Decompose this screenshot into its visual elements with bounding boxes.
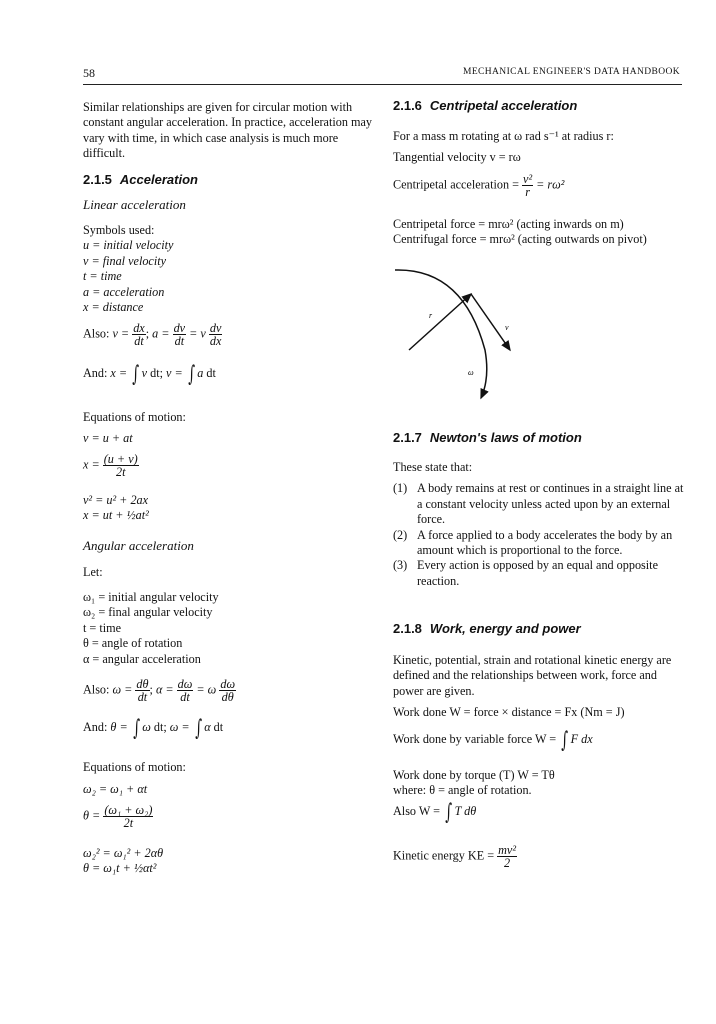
section-heading <box>393 430 582 445</box>
kinetic-energy-eq <box>393 844 517 869</box>
section-heading <box>393 621 581 636</box>
symbol-line: t = time <box>83 269 122 284</box>
equation-and-angular: And: θ = ∫ ω dt; ω = ∫ α dt <box>83 715 224 741</box>
list-item <box>393 558 685 589</box>
eq-rhs: T dθ <box>454 804 477 818</box>
section-number: 2.1.8 <box>393 621 422 636</box>
text-line: Work done by torque (T) W = Tθ <box>393 768 555 782</box>
intro-paragraph: Similar relationships are given for circular motion with constant angular acceleration. In practice, acceleration may vary with time, in which case analysis is much more difficult. <box>83 100 372 161</box>
label-omega: ω <box>468 368 474 377</box>
eq-lhs: x = <box>83 457 100 472</box>
text-line: Work done W = force × distance = Fx (Nm = J) <box>393 705 625 720</box>
list-number: (1) <box>393 481 408 496</box>
eq-lhs: Centripetal acceleration = <box>393 177 519 192</box>
equation: ω₂² = ω₁² + 2αθ <box>83 846 164 860</box>
label: Also: <box>83 326 110 341</box>
centripetal-acceleration-eq <box>393 173 564 198</box>
equation-fraction <box>83 804 153 829</box>
radius-arrow <box>409 294 471 350</box>
label-v: v <box>505 323 509 332</box>
text-line: Equations of motion: <box>83 760 186 774</box>
list-item <box>393 481 685 527</box>
text-line: Equations of motion: <box>83 410 186 424</box>
symbol-line: θ = angle of rotation <box>83 636 183 651</box>
eq-rhs: = rω² <box>536 177 565 192</box>
eq-lhs: Kinetic energy KE = <box>393 848 495 863</box>
symbol-line: x = distance <box>83 300 144 315</box>
equation-fraction <box>83 453 139 478</box>
section-number: 2.1.6 <box>393 98 422 113</box>
equation: θ = ω₁t + ½αt² <box>83 861 157 876</box>
equation-also-angular: Also: ω = $\frac{d\theta}{dt}$ ; α = $\frac{d\omega}{dt}$ = ω $\frac{d\omega}{d\theta}$ <box>83 677 236 704</box>
label: And: <box>83 720 108 734</box>
eq-lhs: Work done by variable force W = <box>393 732 557 746</box>
equation: v² = u² + 2ax <box>83 493 149 507</box>
circular-path <box>395 270 487 398</box>
symbol-line: u = initial velocity <box>83 238 174 253</box>
symbol-line: α = angular acceleration <box>83 651 201 666</box>
text-line: Let: <box>83 565 103 579</box>
eq-den: 2t <box>123 816 134 830</box>
header-rule <box>83 84 682 85</box>
label: And: <box>83 366 108 380</box>
paragraph: Kinetic, potential, strain and rotational kinetic energy are defined and the relationships between work, force and power are given. <box>393 653 672 698</box>
running-title: MECHANICAL ENGINEER'S DATA HANDBOOK <box>463 67 680 77</box>
section-heading <box>83 172 198 187</box>
symbol-line: v = final velocity <box>83 253 167 268</box>
text-line: Centripetal force = mrω² (acting inwards on m) <box>393 217 624 231</box>
centripetal-diagram <box>393 258 553 408</box>
eq-lhs: Also W = <box>393 804 441 818</box>
eq-rhs: F dx <box>570 732 593 746</box>
also-w-eq: Also W = ∫ T dθ <box>393 799 477 825</box>
list-text: Every action is opposed by an equal and opposite reaction. <box>417 558 658 588</box>
eq-lhs: θ = <box>83 808 101 823</box>
work-variable-eq: Work done by variable force W = ∫ F dx <box>393 727 593 753</box>
section-title: Centripetal acceleration <box>429 98 578 113</box>
section-title: Work, energy and power <box>429 621 581 636</box>
symbol-line: t = time <box>83 620 122 635</box>
section-number: 2.1.5 <box>83 172 112 187</box>
symbol-line: ω₁ = initial angular velocity <box>83 590 219 604</box>
eq-den: 2t <box>115 465 126 479</box>
symbol-line: ω₂ = final angular velocity <box>83 605 213 620</box>
subheading: Linear acceleration <box>83 197 186 212</box>
section-number: 2.1.7 <box>393 430 422 445</box>
equation: x = ut + ½at² <box>83 508 149 523</box>
equation: ω₂ = ω₁ + αt <box>83 782 148 797</box>
list-number: (2) <box>393 527 408 542</box>
subheading: Angular acceleration <box>83 538 194 553</box>
eq-num: (ω₁ + ω₂) <box>104 803 153 817</box>
list-item <box>393 528 685 559</box>
eq-num: v² <box>523 172 533 186</box>
equation-also-linear: Also: v = $\frac{dx}{dt}$ ; a = $\frac{dv}{dt}$ = v $\frac{dv}{dx}$ <box>83 321 222 348</box>
text-line: Centrifugal force = mrω² (acting outwards on pivot) <box>393 232 647 247</box>
section-title: Acceleration <box>119 172 198 187</box>
text-line: Tangential velocity v = rω <box>393 150 521 165</box>
eq-den: r <box>525 185 530 199</box>
eq-den: 2 <box>504 856 511 870</box>
section-heading <box>393 98 577 113</box>
label: Also: <box>83 682 110 697</box>
text-line: Symbols used: <box>83 223 155 237</box>
list-text: A body remains at rest or continues in a straight line at a constant velocity unless acted upon by an external force. <box>417 481 684 527</box>
page-number: 58 <box>83 66 95 80</box>
text-line: For a mass m rotating at ω rad s⁻¹ at radius r: <box>393 129 614 143</box>
equation: v = u + at <box>83 431 133 446</box>
list-text: A force applied to a body accelerates the body by an amount which is proportional to the force. <box>417 527 673 558</box>
text-line: These state that: <box>393 460 473 474</box>
equation-and-linear: And: x = ∫ v dt; v = ∫ a dt <box>83 361 216 387</box>
velocity-arrow <box>471 294 510 350</box>
section-title: Newton's laws of motion <box>429 430 582 445</box>
eq-num: (u + v) <box>103 452 138 466</box>
text-line: where: θ = angle of rotation. <box>393 783 532 798</box>
label-r: r <box>429 311 433 320</box>
eq-num: mv² <box>498 843 516 857</box>
list-number: (3) <box>393 558 408 573</box>
symbol-line: a = acceleration <box>83 284 165 299</box>
